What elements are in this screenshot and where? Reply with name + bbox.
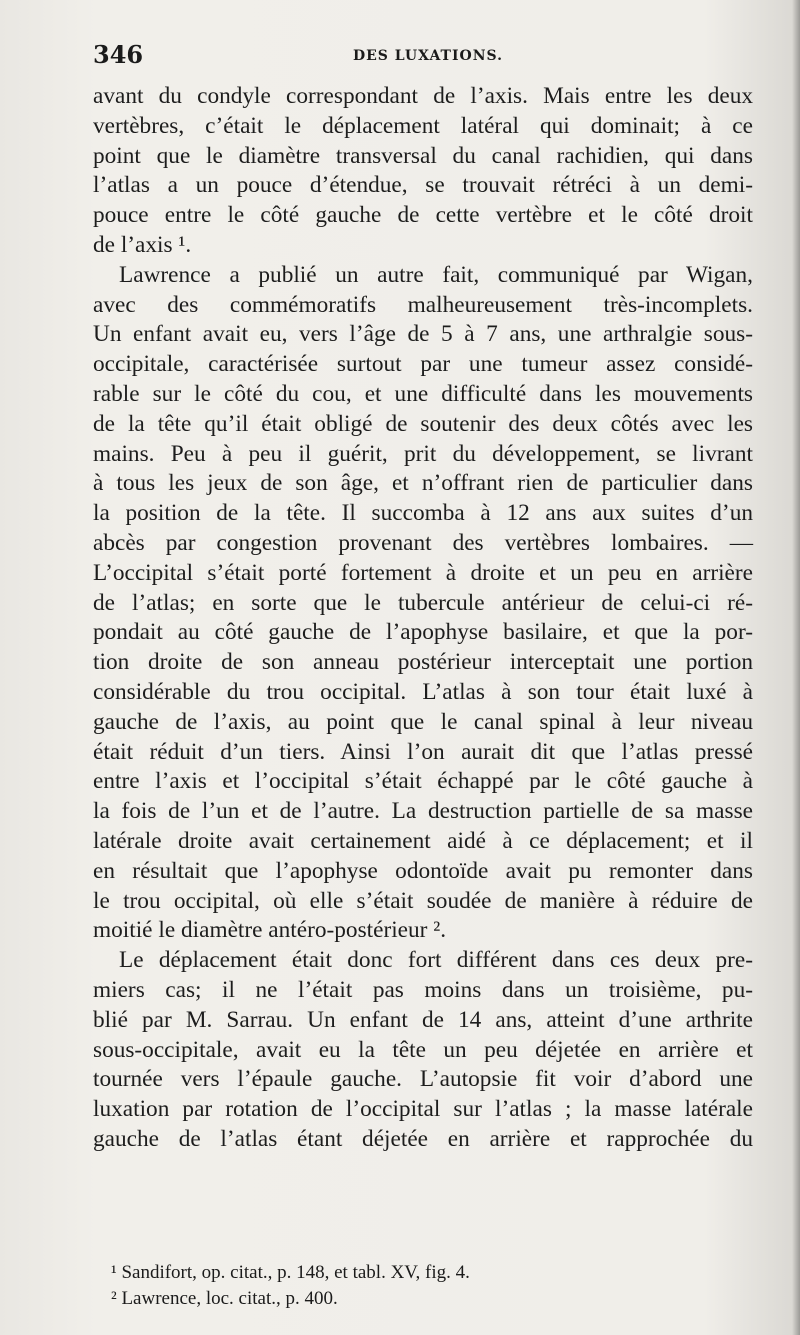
text-line: rable sur le côté du cou, et une difficulté dans les mouvements bbox=[93, 380, 753, 407]
text-line: latérale droite avait certainement aidé à ce déplacement; et il bbox=[93, 827, 753, 854]
text-line: mains. Peu à peu il guérit, prit du développement, se livrant bbox=[93, 440, 753, 467]
text-line: gauche de l’atlas étant déjetée en arrière et rapprochée du bbox=[93, 1125, 753, 1152]
text-line: était réduit d’un tiers. Ainsi l’on aurait dit que l’atlas pressé bbox=[93, 738, 753, 765]
paragraph-2 bbox=[93, 261, 753, 946]
text-line: point que le diamètre transversal du canal rachidien, qui dans bbox=[93, 142, 753, 169]
page-number: 346 bbox=[93, 40, 144, 69]
text-line: pondait au côté gauche de l’apophyse basilaire, et que la por- bbox=[93, 619, 753, 646]
footnotes bbox=[93, 1260, 753, 1312]
text-line: gauche de l’axis, au point que le canal spinal à leur niveau bbox=[93, 708, 753, 735]
text-line: pouce entre le côté gauche de cette vertèbre et le côté droit bbox=[93, 202, 753, 229]
text-line: la position de la tête. Il succomba à 12 ans aux suites d’un bbox=[93, 500, 753, 527]
text-line: tion droite de son anneau postérieur interceptait une portion bbox=[93, 649, 753, 676]
text-line: de l’axis ¹. bbox=[93, 231, 192, 258]
text-line: en résultait que l’apophyse odontoïde avait pu remonter dans bbox=[93, 857, 753, 884]
paragraph-3 bbox=[93, 946, 753, 1155]
text-line: abcès par congestion provenant des vertèbres lombaires. — bbox=[93, 529, 753, 556]
text-line: à tous les jeux de son âge, et n’offrant rien de particulier dans bbox=[93, 470, 753, 497]
text-line: Le déplacement était donc fort différent dans ces deux pre- bbox=[119, 947, 753, 974]
text-line: blié par M. Sarrau. Un enfant de 14 ans, atteint d’une arthrite bbox=[93, 1006, 753, 1033]
text-line: miers cas; il ne l’était pas moins dans un troisième, pu- bbox=[93, 976, 753, 1003]
text-line: le trou occipital, où elle s’était soudée de manière à réduire de bbox=[93, 887, 753, 914]
text-line: sous-occipitale, avait eu la tête un peu déjetée en arrière et bbox=[93, 1036, 753, 1063]
text-line: Lawrence a publié un autre fait, communiqué par Wigan, bbox=[119, 261, 753, 288]
footnote-1: ¹ Sandifort, op. citat., p. 148, et tabl. XV, fig. 4. bbox=[111, 1262, 470, 1283]
page-edge-shadow bbox=[792, 0, 800, 1335]
text-line: l’atlas a un pouce d’étendue, se trouvait rétréci à un demi- bbox=[93, 172, 753, 199]
paragraph-1 bbox=[93, 82, 753, 261]
text-line: entre l’axis et l’occipital s’était échappé par le côté gauche à bbox=[93, 768, 753, 795]
running-head: DES LUXATIONS. bbox=[353, 48, 503, 64]
footnote-2: ² Lawrence, loc. citat., p. 400. bbox=[111, 1288, 338, 1309]
text-line: avant du condyle correspondant de l’axis. Mais entre les deux bbox=[93, 83, 753, 109]
text-line: L’occipital s’était porté fortement à droite et un peu en arrière bbox=[93, 559, 753, 586]
text-line: moitié le diamètre antéro-postérieur ². bbox=[93, 917, 447, 944]
text-line: Un enfant avait eu, vers l’âge de 5 à 7 ans, une arthralgie sous- bbox=[93, 321, 753, 348]
text-line: vertèbres, c’était le déplacement latéral qui dominait; à ce bbox=[93, 112, 753, 139]
text-line: de la tête qu’il était obligé de soutenir des deux côtés avec les bbox=[93, 410, 753, 437]
text-line: la fois de l’un et de l’autre. La destruction partielle de sa masse bbox=[93, 798, 753, 825]
page-header bbox=[93, 40, 753, 72]
body-text bbox=[93, 82, 753, 1155]
text-line: tournée vers l’épaule gauche. L’autopsie fit voir d’abord une bbox=[93, 1066, 753, 1093]
text-line: luxation par rotation de l’occipital sur l’atlas ; la masse latérale bbox=[93, 1096, 753, 1123]
text-line: de l’atlas; en sorte que le tubercule antérieur de celui-ci ré- bbox=[93, 589, 753, 616]
text-line: occipitale, caractérisée surtout par une tumeur assez considé- bbox=[93, 351, 753, 378]
text-line: avec des commémoratifs malheureusement très-incomplets. bbox=[93, 291, 753, 318]
text-line: considérable du trou occipital. L’atlas à son tour était luxé à bbox=[93, 678, 753, 705]
